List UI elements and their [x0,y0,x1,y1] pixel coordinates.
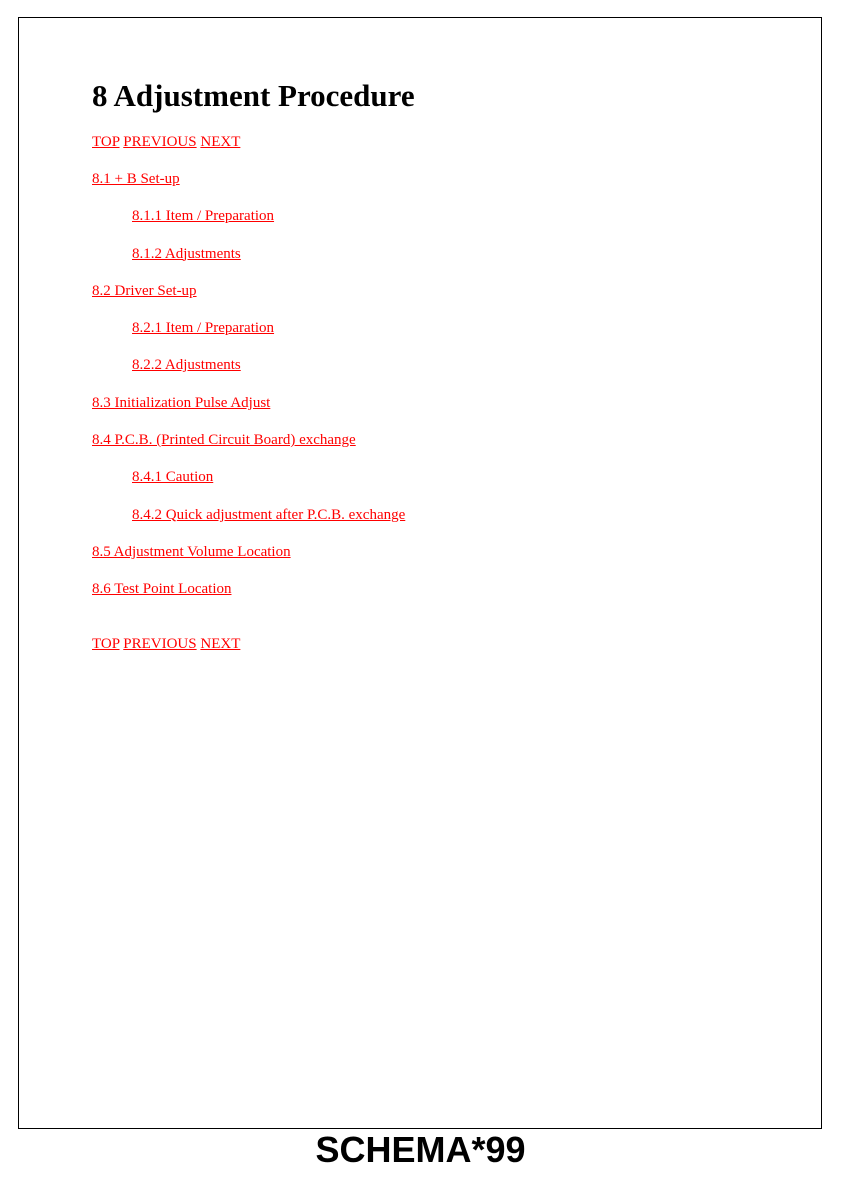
page-title: 8 Adjustment Procedure [92,78,415,113]
nav-top-link[interactable]: TOP [92,636,120,652]
bottom-navigation [92,635,240,653]
toc-item [92,468,405,505]
toc-item [92,543,405,580]
nav-next-link[interactable]: NEXT [200,636,241,652]
table-of-contents [92,170,405,618]
toc-link-8-1[interactable]: 8.1 + B Set-up [92,171,180,187]
nav-top-link[interactable]: TOP [92,134,120,150]
toc-link-8-4-1[interactable]: 8.4.1 Caution [132,469,214,486]
toc-item [92,394,405,431]
toc-link-8-3[interactable]: 8.3 Initialization Pulse Adjust [92,394,271,411]
footer-brand: SCHEMA*99 [315,1129,526,1170]
toc-link-8-1-1[interactable]: 8.1.1 Item / Preparation [132,208,275,225]
nav-previous-link[interactable]: PREVIOUS [123,134,197,150]
toc-link-8-2-1[interactable]: 8.2.1 Item / Preparation [132,320,275,337]
toc-item [92,245,405,282]
toc-item [92,431,405,468]
toc-item [92,356,405,393]
toc-link-8-2-2[interactable]: 8.2.2 Adjustments [132,357,241,374]
toc-item [92,282,405,319]
top-navigation [92,133,240,151]
toc-link-8-2[interactable]: 8.2 Driver Set-up [92,282,197,299]
toc-link-8-1-2[interactable]: 8.1.2 Adjustments [132,245,241,262]
toc-item [92,319,405,356]
nav-previous-link[interactable]: PREVIOUS [123,636,197,652]
toc-link-8-5[interactable]: 8.5 Adjustment Volume Location [92,543,291,560]
toc-link-8-6[interactable]: 8.6 Test Point Location [92,581,232,598]
toc-item [92,580,405,617]
toc-item [92,170,405,207]
nav-next-link[interactable]: NEXT [200,134,241,150]
toc-item [92,506,405,543]
toc-item [92,207,405,244]
toc-link-8-4[interactable]: 8.4 P.C.B. (Printed Circuit Board) exchange [92,432,356,449]
toc-link-8-4-2[interactable]: 8.4.2 Quick adjustment after P.C.B. exchange [132,506,406,523]
